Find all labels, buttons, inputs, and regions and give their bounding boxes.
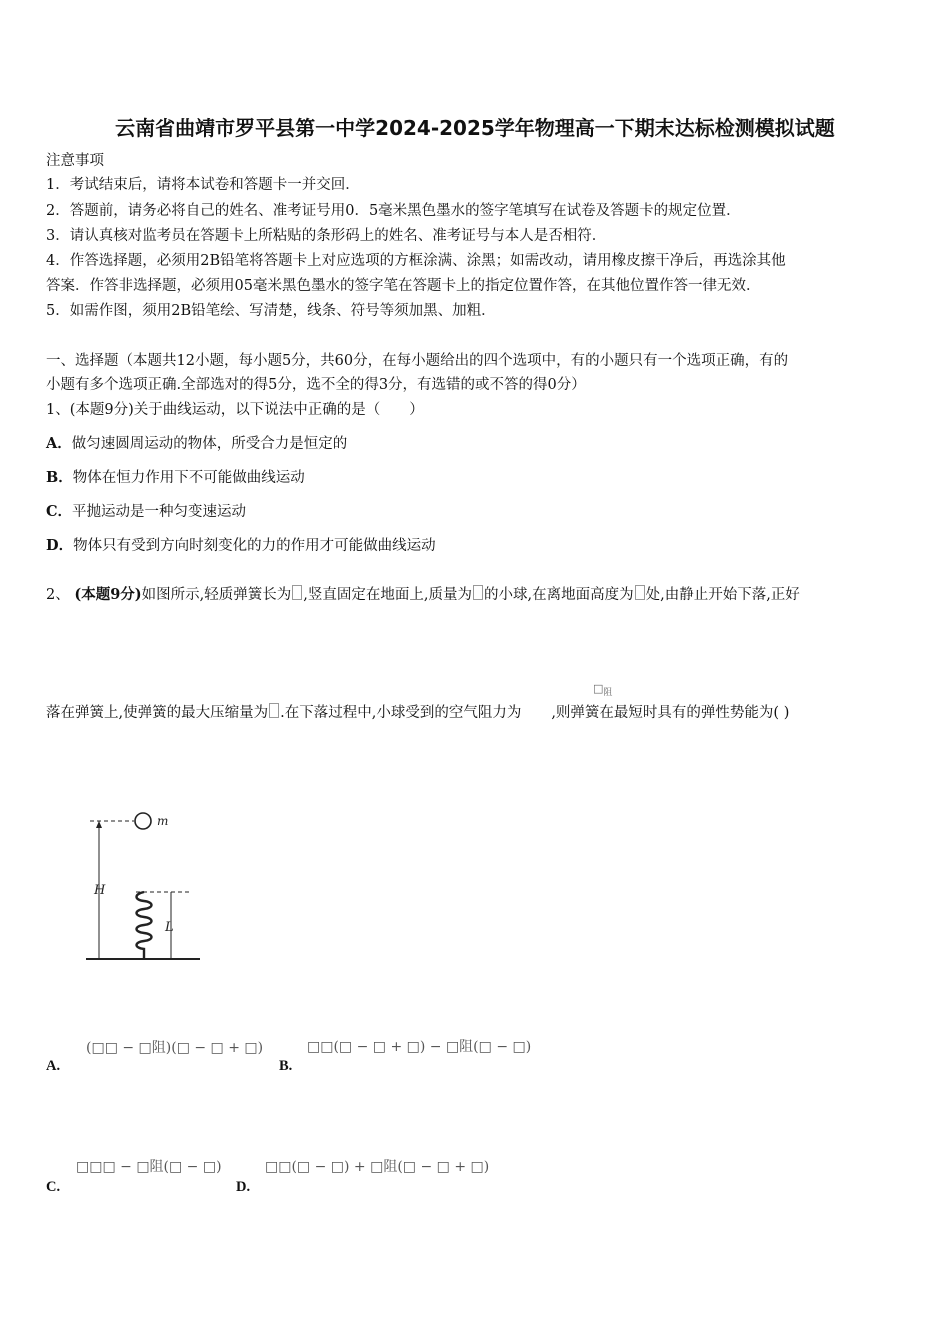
stem-text: ,则弹簧在最短时具有的弹性势能为( ) [551,705,790,721]
option-label: B． [46,469,73,486]
option-text: 物体只有受到方向时刻变化的力的作用才可能做曲线运动 [73,538,436,554]
q2-option-d-formula: □□(□ − □) + □阻(□ − □ + □) [265,1159,490,1175]
q1-option-b [46,466,305,490]
q2-option-b-label: B. [279,1058,293,1074]
stem-text: 如图所示,轻质弹簧长为 [141,587,292,603]
notice-heading: 注意事项 [46,153,104,169]
notice-item: 5．如需作图，须用2B铅笔绘、写清楚，线条、符号等须加黑、加粗． [46,303,496,319]
notice-item: 4．作答选择题，必须用2B铅笔将答题卡上对应选项的方框涂满、涂黑；如需改动，请用橡皮擦干净后，再选涂其他 [46,253,786,269]
formula-placeholder [473,585,483,600]
q1-option-a [46,432,347,456]
notice-item: 1．考试结束后，请将本试卷和答题卡一并交回． [46,177,360,193]
q2-option-d-label: D. [236,1179,251,1195]
stem-text: 的小球,在离地面高度为 [483,587,634,603]
stem-text: 落在弹簧上,使弹簧的最大压缩量为 [46,705,269,721]
air-resistance-symbol: $□_阻$ [593,682,613,699]
q2-option-a-formula: (□□ − □阻)(□ − □ + □) [86,1040,264,1056]
option-label: A． [46,435,72,452]
q2-option-c-label: C. [46,1179,61,1195]
notice-item: 2．答题前，请务必将自己的姓名、准考证号用0．5毫米黑色墨水的签字笔填写在试卷及答题卡的规定位置． [46,203,741,219]
q1-option-c [46,500,246,524]
label-H: H [94,883,106,898]
stem-text: .在下落过程中,小球受到的空气阻力为 [280,705,522,721]
stem-text: ,竖直固定在地面上,质量为 [303,587,472,603]
option-label: D． [46,537,74,554]
spring [137,892,152,958]
notice-item: 3．请认真核对监考员在答题卡上所粘贴的条形码上的姓名、准考证号与本人是否相符． [46,228,607,244]
question-number: 2、 [46,587,70,603]
question-score: (本题9分) [74,586,142,603]
stem-text: 处,由静止开始下落,正好 [645,587,800,603]
option-label: C． [46,503,73,520]
section-instructions: 小题有多个选项正确.全部选对的得5分，选不全的得3分，有选错的或不答的得0分） [46,377,586,393]
label-m: m [157,814,169,828]
q1-option-d [46,534,436,558]
arrow-up [96,821,102,828]
spring-figure [82,808,202,968]
q2-option-c-formula: □□□ − □阻(□ − □) [76,1159,222,1175]
option-text: 平抛运动是一种匀变速运动 [72,504,247,520]
notice-item: 答案．作答非选择题，必须用05毫米黑色墨水的签字笔在答题卡上的指定位置作答，在其他位置作答一律无效． [46,278,761,294]
ball [135,813,151,829]
section-instructions: 一、选择题（本题共12小题，每小题5分，共60分，在每小题给出的四个选项中，有的小题只有一个选项正确，有的 [46,353,789,369]
label-L: L [165,920,174,935]
q2-option-b-formula: □□(□ − □ + □) − □阻(□ − □) [307,1039,532,1055]
formula-placeholder [635,585,645,600]
q2-option-a-label: A. [46,1058,61,1074]
option-text: 物体在恒力作用下不可能做曲线运动 [72,470,305,486]
question-2-stem-line1 [46,583,800,607]
question-1-stem: 1、(本题9分)关于曲线运动，以下说法中正确的是（ ） [46,402,424,418]
page-title: 云南省曲靖市罗平县第一中学2024-2025学年物理高一下期末达标检测模拟试题 [115,116,835,140]
formula-placeholder [292,585,302,600]
formula-placeholder [269,703,279,718]
question-2-stem-line2 [46,701,789,725]
option-text: 做匀速圆周运动的物体，所受合力是恒定的 [71,436,348,452]
